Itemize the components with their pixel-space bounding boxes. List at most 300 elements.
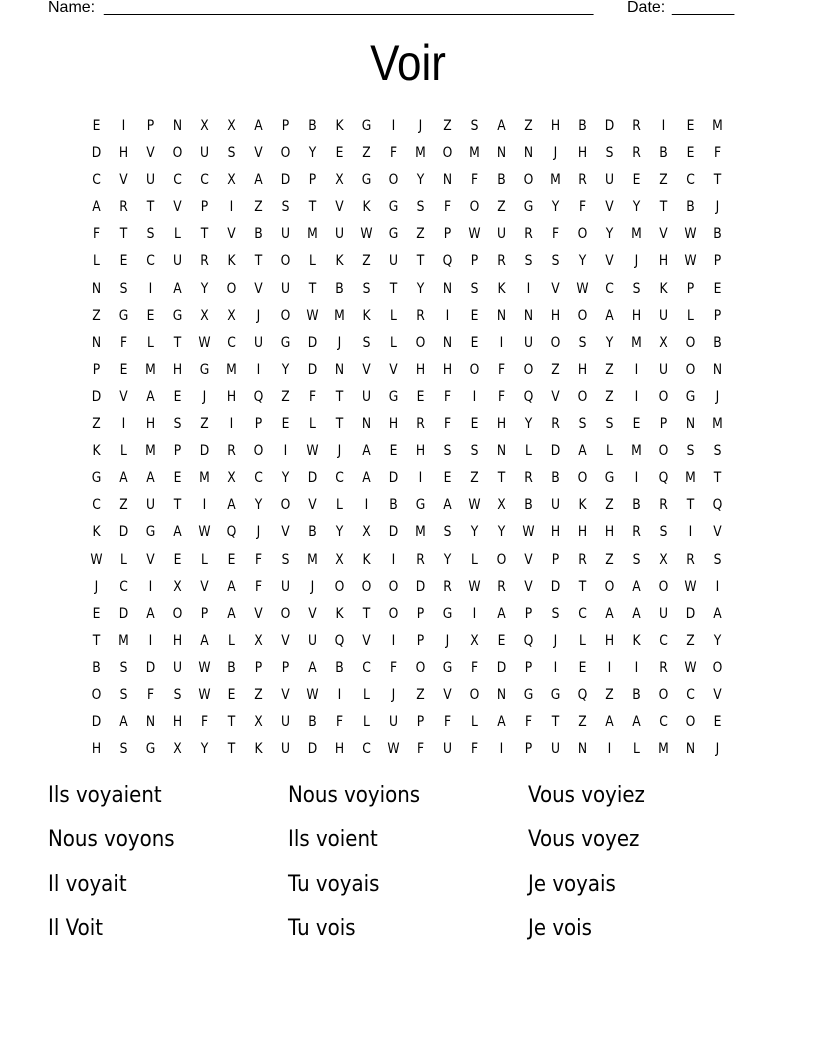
grid-letter: L bbox=[120, 551, 127, 568]
grid-letter: Z bbox=[254, 686, 263, 703]
grid-letter: Z bbox=[605, 497, 614, 514]
grid-letter: I bbox=[148, 578, 153, 595]
grid-letter: V bbox=[281, 632, 290, 649]
grid-letter: I bbox=[256, 361, 261, 378]
grid-letter: D bbox=[280, 172, 291, 189]
grid-letter: A bbox=[119, 470, 128, 487]
grid-letter: X bbox=[173, 578, 182, 595]
grid-letter: W bbox=[576, 280, 589, 297]
grid-letter: D bbox=[199, 443, 210, 460]
word-list-item: Nous voyions bbox=[288, 783, 421, 808]
grid-letter: I bbox=[553, 659, 558, 676]
grid-letter: V bbox=[605, 253, 614, 270]
word-list-item: Il Voit bbox=[48, 915, 104, 941]
grid-letter: I bbox=[715, 578, 720, 595]
grid-letter: S bbox=[173, 416, 182, 433]
grid-letter: M bbox=[658, 741, 669, 758]
grid-letter: F bbox=[146, 686, 155, 703]
grid-letter: O bbox=[577, 388, 588, 405]
grid-letter: V bbox=[605, 199, 614, 216]
grid-letter: X bbox=[254, 632, 263, 649]
grid-letter: N bbox=[712, 361, 723, 378]
grid-letter: Z bbox=[443, 118, 452, 134]
grid-letter: P bbox=[524, 605, 533, 622]
grid-letter: M bbox=[685, 470, 696, 487]
grid-letter: S bbox=[605, 145, 614, 162]
grid-letter: I bbox=[607, 659, 612, 676]
date-label: Date: bbox=[627, 0, 666, 16]
grid-letter: I bbox=[391, 551, 396, 568]
grid-letter: X bbox=[335, 172, 344, 189]
grid-letter: N bbox=[334, 361, 345, 378]
grid-letter: O bbox=[523, 172, 534, 189]
grid-letter: G bbox=[172, 307, 183, 324]
grid-letter: T bbox=[173, 334, 182, 351]
grid-letter: C bbox=[200, 172, 209, 189]
grid-letter: R bbox=[416, 416, 425, 433]
grid-letter: O bbox=[658, 443, 669, 460]
grid-letter: A bbox=[146, 605, 155, 622]
grid-letter: X bbox=[227, 470, 236, 487]
grid-letter: E bbox=[443, 470, 452, 487]
grid-letter: O bbox=[604, 578, 615, 595]
grid-letter: T bbox=[362, 605, 371, 622]
grid-letter: B bbox=[632, 686, 641, 703]
grid-letter: O bbox=[388, 578, 399, 595]
grid-letter: V bbox=[713, 686, 722, 703]
grid-letter: V bbox=[254, 605, 263, 622]
grid-letter: F bbox=[416, 741, 425, 758]
grid-letter: D bbox=[307, 361, 318, 378]
grid-letter: V bbox=[389, 361, 398, 378]
grid-letter: F bbox=[254, 578, 263, 595]
grid-letter: D bbox=[307, 741, 318, 758]
grid-letter: S bbox=[713, 443, 722, 460]
grid-letter: R bbox=[497, 253, 506, 270]
grid-letter: M bbox=[226, 361, 237, 378]
grid-letter: E bbox=[92, 605, 101, 622]
grid-letter: A bbox=[146, 470, 155, 487]
grid-letter: E bbox=[470, 416, 479, 433]
grid-letter: D bbox=[550, 443, 561, 460]
grid-letter: T bbox=[416, 253, 425, 270]
grid-letter: P bbox=[200, 605, 209, 622]
grid-letter: F bbox=[308, 388, 317, 405]
grid-letter: V bbox=[200, 578, 209, 595]
grid-letter: H bbox=[172, 632, 183, 649]
grid-letter: E bbox=[119, 361, 128, 378]
grid-letter: G bbox=[523, 199, 534, 216]
grid-letter: W bbox=[684, 253, 697, 270]
grid-letter: E bbox=[227, 551, 236, 568]
grid-letter: X bbox=[227, 118, 236, 134]
grid-letter: T bbox=[173, 497, 182, 514]
grid-letter: N bbox=[91, 334, 102, 351]
grid-letter: J bbox=[715, 388, 720, 405]
grid-letter: U bbox=[604, 172, 615, 189]
grid-letter: H bbox=[550, 118, 561, 134]
grid-letter: P bbox=[254, 416, 263, 433]
grid-letter: I bbox=[283, 443, 288, 460]
grid-letter: P bbox=[659, 416, 668, 433]
grid-letter: L bbox=[93, 253, 100, 270]
grid-letter: C bbox=[686, 172, 695, 189]
grid-letter: I bbox=[391, 632, 396, 649]
grid-letter: A bbox=[308, 659, 317, 676]
grid-letter: C bbox=[686, 686, 695, 703]
grid-letter: K bbox=[227, 253, 236, 270]
grid-letter: V bbox=[119, 388, 128, 405]
grid-letter: G bbox=[280, 334, 291, 351]
grid-letter: G bbox=[604, 470, 615, 487]
grid-letter: B bbox=[632, 497, 641, 514]
grid-letter: Q bbox=[334, 632, 345, 649]
grid-letter: L bbox=[390, 307, 397, 324]
grid-letter: O bbox=[712, 659, 723, 676]
grid-letter: O bbox=[685, 334, 696, 351]
grid-letter: O bbox=[577, 307, 588, 324]
grid-letter: Z bbox=[92, 416, 101, 433]
grid-letter: H bbox=[577, 524, 588, 541]
grid-letter: L bbox=[687, 307, 694, 324]
grid-letter: K bbox=[335, 605, 344, 622]
grid-letter: F bbox=[389, 145, 398, 162]
grid-letter: X bbox=[200, 307, 209, 324]
grid-letter: A bbox=[173, 280, 182, 297]
grid-letter: M bbox=[712, 118, 723, 134]
grid-letter: G bbox=[199, 361, 210, 378]
grid-letter: I bbox=[634, 659, 639, 676]
grid-letter: Q bbox=[523, 632, 534, 649]
grid-letter: Y bbox=[443, 551, 452, 568]
word-list-item: Vous voyez bbox=[528, 827, 640, 853]
grid-letter: J bbox=[418, 118, 423, 134]
grid-letter: G bbox=[388, 226, 399, 243]
grid-letter: B bbox=[578, 118, 587, 134]
grid-letter: L bbox=[525, 443, 532, 460]
grid-letter: A bbox=[362, 443, 371, 460]
grid-letter: F bbox=[497, 361, 506, 378]
grid-letter: O bbox=[253, 443, 264, 460]
grid-letter: U bbox=[658, 361, 669, 378]
grid-letter: B bbox=[227, 659, 236, 676]
grid-letter: H bbox=[442, 361, 453, 378]
grid-letter: O bbox=[388, 172, 399, 189]
grid-letter: W bbox=[198, 334, 211, 351]
grid-letter: U bbox=[172, 659, 183, 676]
grid-letter: O bbox=[334, 578, 345, 595]
grid-letter: Z bbox=[92, 307, 101, 324]
grid-letter: E bbox=[146, 307, 155, 324]
grid-letter: B bbox=[497, 172, 506, 189]
grid-letter: D bbox=[604, 118, 615, 134]
grid-letter: N bbox=[442, 172, 453, 189]
grid-letter: X bbox=[173, 741, 182, 758]
grid-letter: U bbox=[334, 226, 345, 243]
grid-letter: W bbox=[468, 497, 481, 514]
grid-letter: O bbox=[469, 361, 480, 378]
grid-letter: F bbox=[497, 388, 506, 405]
grid-letter: L bbox=[471, 714, 478, 731]
grid-letter: W bbox=[306, 307, 319, 324]
grid-letter: F bbox=[254, 551, 263, 568]
grid-letter: X bbox=[200, 118, 209, 134]
grid-letter: A bbox=[443, 497, 452, 514]
grid-letter: A bbox=[227, 578, 236, 595]
grid-letter: W bbox=[306, 443, 319, 460]
grid-letter: K bbox=[362, 199, 371, 216]
grid-letter: U bbox=[550, 741, 561, 758]
grid-letter: U bbox=[442, 741, 453, 758]
word-list-item: Ils voyaient bbox=[48, 783, 162, 808]
grid-letter: C bbox=[605, 280, 614, 297]
grid-letter: P bbox=[416, 632, 425, 649]
grid-letter: W bbox=[198, 524, 211, 541]
grid-letter: D bbox=[388, 524, 399, 541]
grid-letter: P bbox=[281, 118, 290, 134]
grid-letter: D bbox=[91, 714, 102, 731]
grid-letter: U bbox=[145, 172, 156, 189]
grid-letter: L bbox=[363, 714, 370, 731]
grid-letter: Y bbox=[335, 524, 344, 541]
grid-letter: P bbox=[686, 280, 695, 297]
grid-letter: K bbox=[362, 551, 371, 568]
grid-letter: O bbox=[415, 334, 426, 351]
grid-letter: I bbox=[472, 388, 477, 405]
grid-letter: G bbox=[361, 118, 372, 134]
grid-letter: J bbox=[256, 307, 261, 324]
grid-letter: R bbox=[200, 253, 209, 270]
grid-letter: S bbox=[119, 741, 128, 758]
grid-letter: K bbox=[335, 118, 344, 134]
grid-letter: H bbox=[496, 416, 507, 433]
grid-letter: G bbox=[523, 686, 534, 703]
grid-letter: U bbox=[496, 226, 507, 243]
grid-letter: D bbox=[307, 470, 318, 487]
grid-letter: B bbox=[713, 334, 722, 351]
grid-letter: H bbox=[145, 416, 156, 433]
grid-letter: Y bbox=[632, 199, 641, 216]
grid-letter: U bbox=[388, 714, 399, 731]
grid-letter: C bbox=[146, 253, 155, 270]
grid-letter: I bbox=[634, 388, 639, 405]
grid-letter: U bbox=[361, 388, 372, 405]
grid-letter: I bbox=[148, 280, 153, 297]
grid-letter: N bbox=[685, 416, 696, 433]
grid-letter: A bbox=[497, 714, 506, 731]
grid-letter: I bbox=[661, 118, 666, 134]
grid-letter: A bbox=[146, 388, 155, 405]
grid-letter: O bbox=[91, 686, 102, 703]
grid-letter: G bbox=[550, 686, 561, 703]
grid-letter: V bbox=[254, 145, 263, 162]
grid-letter: S bbox=[119, 280, 128, 297]
grid-letter: S bbox=[146, 226, 155, 243]
grid-letter: Y bbox=[605, 226, 614, 243]
grid-letter: T bbox=[146, 199, 155, 216]
grid-letter: Y bbox=[416, 172, 425, 189]
grid-letter: O bbox=[658, 388, 669, 405]
grid-letter: K bbox=[497, 280, 506, 297]
grid-letter: T bbox=[92, 632, 101, 649]
grid-letter: J bbox=[553, 632, 558, 649]
grid-letter: H bbox=[172, 714, 183, 731]
grid-letter: O bbox=[442, 145, 453, 162]
grid-letter: L bbox=[363, 686, 370, 703]
grid-letter: O bbox=[577, 470, 588, 487]
grid-letter: Q bbox=[658, 470, 669, 487]
word-list-item: Je voyais bbox=[528, 871, 616, 897]
grid-letter: J bbox=[256, 524, 261, 541]
grid-letter: Z bbox=[362, 145, 371, 162]
grid-letter: V bbox=[659, 226, 668, 243]
grid-letter: T bbox=[254, 253, 263, 270]
grid-letter: G bbox=[361, 172, 372, 189]
grid-letter: R bbox=[632, 118, 641, 134]
grid-letter: Z bbox=[578, 714, 587, 731]
grid-letter: V bbox=[308, 497, 317, 514]
grid-letter: S bbox=[281, 551, 290, 568]
grid-letter: A bbox=[605, 605, 614, 622]
grid-letter: R bbox=[632, 524, 641, 541]
grid-letter: U bbox=[280, 578, 291, 595]
grid-letter: O bbox=[685, 361, 696, 378]
grid-letter: E bbox=[335, 145, 344, 162]
grid-letter: P bbox=[713, 307, 722, 324]
grid-letter: T bbox=[335, 388, 344, 405]
grid-letter: Y bbox=[200, 280, 209, 297]
grid-letter: I bbox=[472, 605, 477, 622]
grid-letter: A bbox=[632, 605, 641, 622]
grid-letter: B bbox=[686, 199, 695, 216]
grid-letter: B bbox=[551, 470, 560, 487]
grid-letter: S bbox=[713, 551, 722, 568]
grid-letter: X bbox=[659, 551, 668, 568]
grid-letter: I bbox=[445, 307, 450, 324]
grid-letter: X bbox=[227, 172, 236, 189]
grid-letter: K bbox=[335, 253, 344, 270]
grid-letter: L bbox=[309, 416, 316, 433]
grid-letter: I bbox=[526, 280, 531, 297]
grid-letter: T bbox=[389, 280, 398, 297]
grid-letter: B bbox=[659, 145, 668, 162]
grid-letter: A bbox=[227, 497, 236, 514]
grid-letter: U bbox=[523, 334, 534, 351]
grid-letter: S bbox=[470, 443, 479, 460]
grid-letter: O bbox=[469, 199, 480, 216]
grid-letter: V bbox=[308, 605, 317, 622]
grid-letter: J bbox=[94, 578, 99, 595]
grid-letter: S bbox=[173, 686, 182, 703]
grid-letter: S bbox=[578, 416, 587, 433]
grid-letter: Y bbox=[308, 145, 317, 162]
grid-letter: E bbox=[632, 172, 641, 189]
grid-letter: Q bbox=[523, 388, 534, 405]
grid-letter: L bbox=[633, 741, 640, 758]
grid-letter: N bbox=[523, 145, 534, 162]
grid-letter: N bbox=[442, 280, 453, 297]
grid-letter: W bbox=[90, 551, 103, 568]
grid-letter: I bbox=[634, 470, 639, 487]
grid-letter: E bbox=[578, 659, 587, 676]
grid-letter: O bbox=[280, 253, 291, 270]
grid-letter: Z bbox=[605, 551, 614, 568]
grid-letter: Y bbox=[524, 416, 533, 433]
grid-letter: T bbox=[200, 226, 209, 243]
grid-letter: F bbox=[335, 714, 344, 731]
grid-letter: E bbox=[632, 416, 641, 433]
grid-letter: O bbox=[496, 551, 507, 568]
grid-letter: C bbox=[254, 470, 263, 487]
grid-letter: K bbox=[578, 497, 587, 514]
grid-letter: Y bbox=[605, 334, 614, 351]
grid-letter: F bbox=[443, 199, 452, 216]
grid-letter: G bbox=[91, 470, 102, 487]
grid-letter: M bbox=[415, 145, 426, 162]
grid-letter: F bbox=[578, 199, 587, 216]
grid-letter: E bbox=[713, 714, 722, 731]
grid-letter: P bbox=[146, 118, 155, 134]
grid-letter: B bbox=[389, 497, 398, 514]
grid-letter: U bbox=[388, 253, 399, 270]
grid-letter: T bbox=[119, 226, 128, 243]
grid-letter: S bbox=[362, 334, 371, 351]
grid-letter: A bbox=[254, 118, 263, 134]
grid-letter: A bbox=[605, 307, 614, 324]
grid-letter: I bbox=[607, 741, 612, 758]
grid-letter: V bbox=[146, 145, 155, 162]
grid-letter: A bbox=[578, 443, 587, 460]
grid-letter: H bbox=[226, 388, 237, 405]
grid-letter: W bbox=[360, 226, 373, 243]
grid-letter: O bbox=[226, 280, 237, 297]
date-blank-line: _______ bbox=[672, 0, 735, 16]
grid-letter: N bbox=[685, 741, 696, 758]
grid-letter: C bbox=[92, 497, 101, 514]
grid-letter: X bbox=[254, 714, 263, 731]
grid-letter: L bbox=[471, 551, 478, 568]
grid-letter: J bbox=[337, 334, 342, 351]
grid-letter: P bbox=[551, 551, 560, 568]
grid-letter: S bbox=[659, 524, 668, 541]
grid-letter: L bbox=[309, 253, 316, 270]
grid-letter: A bbox=[173, 524, 182, 541]
grid-letter: S bbox=[119, 686, 128, 703]
grid-letter: J bbox=[715, 741, 720, 758]
grid-letter: S bbox=[119, 659, 128, 676]
grid-letter: A bbox=[605, 714, 614, 731]
grid-letter: O bbox=[280, 307, 291, 324]
grid-letter: Z bbox=[524, 118, 533, 134]
grid-letter: B bbox=[335, 280, 344, 297]
grid-letter: B bbox=[308, 524, 317, 541]
grid-letter: U bbox=[253, 334, 264, 351]
grid-letter: S bbox=[470, 118, 479, 134]
grid-letter: I bbox=[418, 470, 423, 487]
grid-letter: S bbox=[605, 416, 614, 433]
grid-letter: I bbox=[634, 361, 639, 378]
grid-letter: C bbox=[227, 334, 236, 351]
grid-letter: Q bbox=[712, 497, 723, 514]
grid-letter: O bbox=[280, 497, 291, 514]
grid-letter: U bbox=[658, 307, 669, 324]
grid-letter: S bbox=[632, 280, 641, 297]
grid-letter: P bbox=[713, 253, 722, 270]
grid-letter: V bbox=[551, 280, 560, 297]
grid-letter: Z bbox=[551, 361, 560, 378]
grid-letter: J bbox=[715, 199, 720, 216]
grid-letter: W bbox=[468, 578, 481, 595]
